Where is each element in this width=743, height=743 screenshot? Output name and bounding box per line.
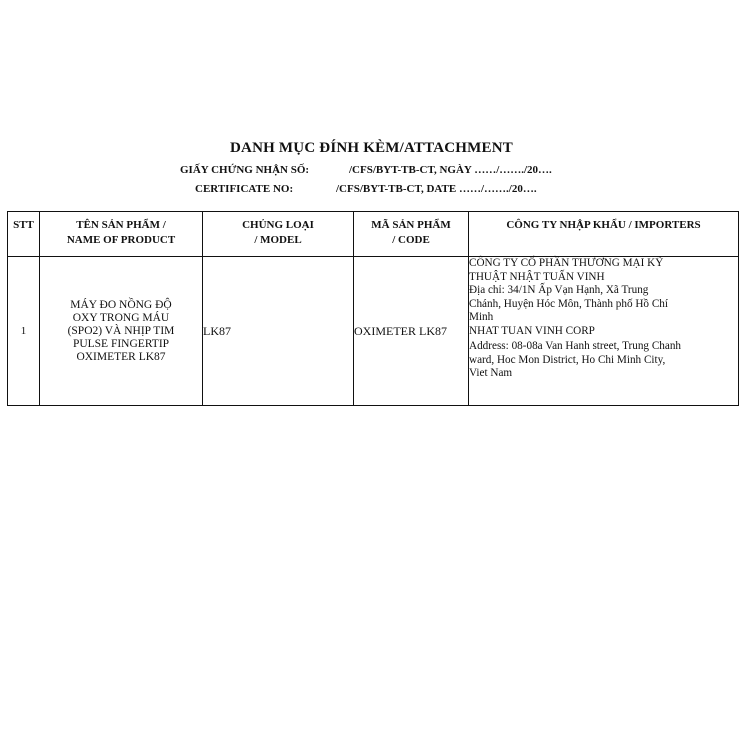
header-product [40,212,203,257]
cell-stt: 1 [8,257,40,406]
importer-address-en: Address: 08-08a Van Hanh street, Trung Chanh [469,340,682,352]
header-product-vi: TÊN SẢN PHẨM / [76,219,166,231]
header-stt [8,212,40,257]
cell-importer [469,257,739,406]
table-header-row [8,212,739,257]
header-product-en: NAME OF PRODUCT [66,234,176,246]
importer-address-vi: Minh [469,311,494,323]
importer-name-vi: CÔNG TY CỔ PHẦN THƯƠNG MẠI KỸ [469,257,664,269]
cell-code: OXIMETER LK87 [354,257,469,406]
table-row [8,257,739,406]
product-line: OXY TRONG MÁU [72,311,170,324]
document-title: DANH MỤC ĐÍNH KÈM/ATTACHMENT [230,140,513,156]
certificate-value-en: /CFS/BYT-TB-CT, DATE ……/……./20…. [336,183,537,195]
certificate-label-vi: GIẤY CHỨNG NHẬN SỐ: [180,164,310,176]
importer-address-en: Viet Nam [469,367,513,379]
importer-address-en: ward, Hoc Mon District, Ho Chi Minh City, [469,353,666,366]
header-model-vi: CHỦNG LOẠI [242,219,314,231]
attachment-table [7,211,739,406]
header-importer [469,212,739,257]
header-code-vi: MÃ SẢN PHẨM [371,219,451,231]
product-line: OXIMETER LK87 [76,350,166,363]
header-stt-label: STT [13,219,34,231]
importer-address-vi: Chánh, Huyện Hóc Môn, Thành phố Hồ Chí [469,297,668,310]
certificate-label-en: CERTIFICATE NO: [195,183,294,195]
certificate-value-vi: /CFS/BYT-TB-CT, NGÀY ……/……./20…. [349,164,552,176]
cell-model: LK87 [203,257,354,406]
importer-address-vi: Địa chỉ: 34/1N Ấp Vạn Hạnh, Xã Trung [469,284,649,296]
importer-name-vi: THUẬT NHẬT TUẤN VINH [469,270,605,283]
header-code-en: / CODE [392,234,430,246]
header-model [203,212,354,257]
product-line: (SPO2) VÀ NHỊP TIM [67,324,175,337]
header-model-en: / MODEL [254,234,302,246]
header-importer-label: CÔNG TY NHẬP KHẨU / IMPORTERS [506,219,701,231]
importer-name-en: NHAT TUAN VINH CORP [469,324,595,337]
product-line: PULSE FINGERTIP [72,337,170,350]
product-line: MÁY ĐO NỒNG ĐỘ [70,298,172,311]
cell-product [40,257,203,406]
header-code [354,212,469,257]
